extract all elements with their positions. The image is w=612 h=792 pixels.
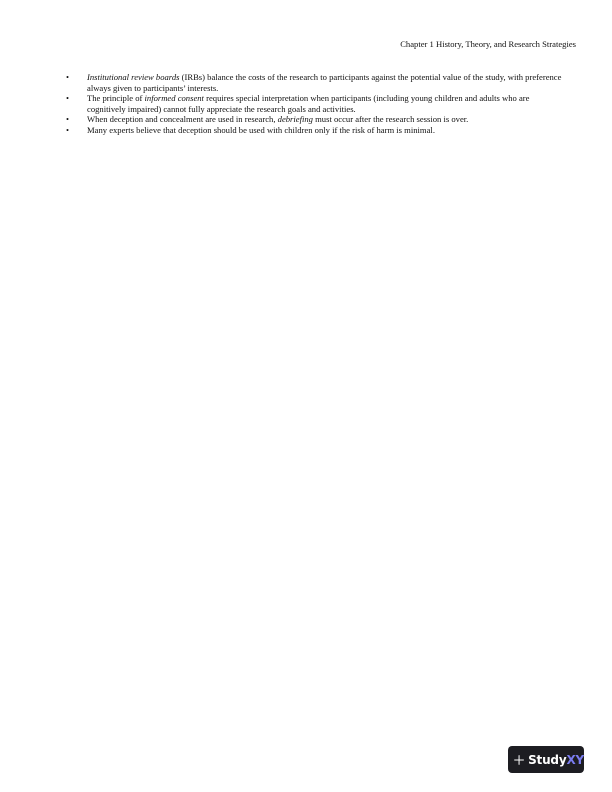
studyxy-logo-badge[interactable] xyxy=(508,746,584,773)
bullet-text-after: requires special interpretation when participants (including young children and adults who are cognitively impaired) cannot fully appreciate the research goals and activities. xyxy=(87,93,530,114)
bullet-marker: • xyxy=(66,93,70,104)
bullet-item-irb xyxy=(66,72,564,93)
bullet-item-debriefing xyxy=(66,114,564,125)
bullet-text xyxy=(87,125,435,135)
summary-bullet-list xyxy=(66,72,564,136)
bullet-text-before: Many experts believe that deception should be used with children only if the risk of harm is minimal. xyxy=(87,124,435,135)
bullet-text-before: The principle of xyxy=(87,93,145,104)
bullet-text-before: When deception and concealment are used in research, xyxy=(87,114,278,125)
bullet-item-deception-children xyxy=(66,125,564,136)
bullet-marker: • xyxy=(66,72,70,82)
bullet-text xyxy=(87,93,529,114)
brand-name-part1: Study xyxy=(528,752,567,767)
running-header: Chapter 1 History, Theory, and Research Strategies xyxy=(400,39,576,49)
bullet-key-term: informed consent xyxy=(144,93,204,104)
bullet-item-informed-consent xyxy=(66,93,564,114)
bullet-marker: • xyxy=(66,124,70,135)
bullet-text xyxy=(87,72,561,93)
brand-name-part2: XY xyxy=(566,752,584,767)
bullet-key-term: debriefing xyxy=(277,114,313,125)
bullet-key-term: Institutional review boards xyxy=(87,72,180,82)
bullet-text-after: (IRBs) balance the costs of the research to participants against the potential value of the study, with preference always given to participants’ interests. xyxy=(87,72,562,93)
plus-icon xyxy=(514,752,524,768)
bullet-text-after: must occur after the research session is over. xyxy=(312,114,469,125)
bullet-text xyxy=(87,114,468,124)
brand-wordmark xyxy=(528,753,584,767)
bullet-marker: • xyxy=(66,114,70,125)
